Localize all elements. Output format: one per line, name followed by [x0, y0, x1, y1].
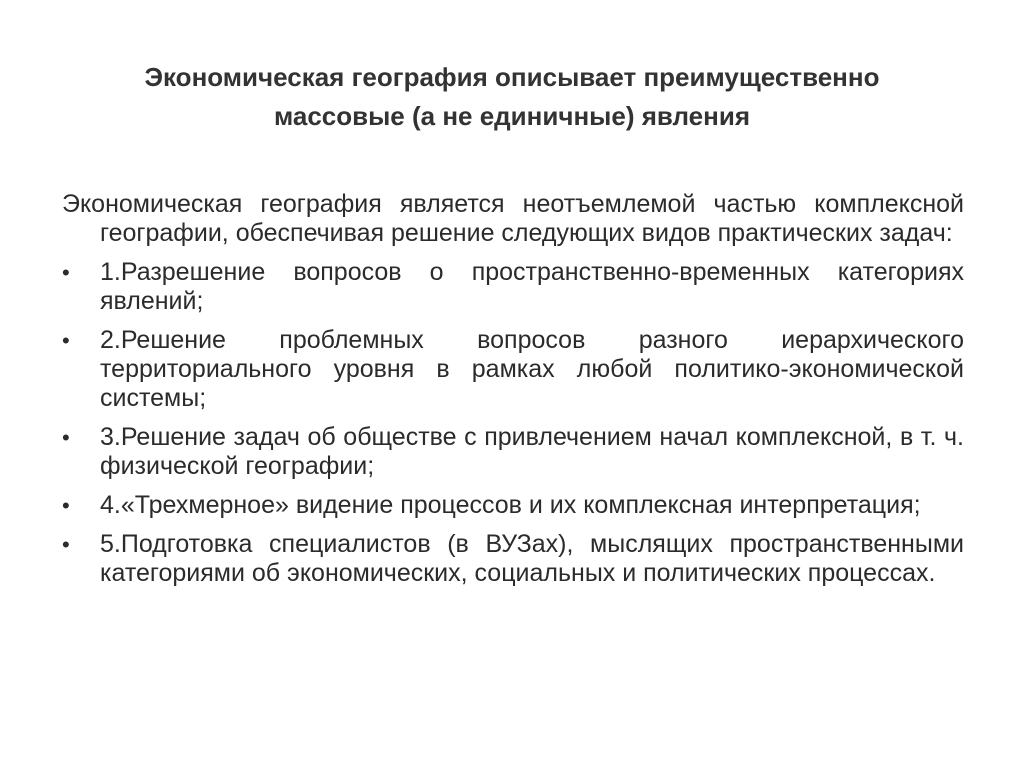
- list-item-text: 3.Решение задач об обществе с привлечением начал комплексной, в т. ч. физической географии;: [100, 423, 964, 480]
- title-line-2: массовые (а не единичные) явления: [273, 101, 751, 131]
- list-item-text: 4.«Трехмерное» видение процессов и их комплексная интерпретация;: [100, 491, 921, 519]
- intro-paragraph: Экономическая география является неотъемлемой частью комплексной географии, обеспечивая решение следующих видов практических задач:: [62, 190, 964, 247]
- bullet-icon: •: [62, 260, 70, 285]
- bullet-icon: •: [62, 425, 70, 450]
- slide-body: [62, 190, 964, 588]
- list-item: [62, 530, 964, 588]
- bullet-icon: •: [62, 532, 70, 557]
- list-item: [62, 491, 964, 520]
- title-line-1: Экономическая география описывает преимущественно: [144, 62, 880, 92]
- list-item-text: 2.Решение проблемных вопросов разного иерархического территориального уровня в рамках любой политико-экономической системы;: [100, 326, 964, 412]
- bullet-icon: •: [62, 328, 70, 353]
- list-item: [62, 326, 964, 413]
- list-item-text: 5.Подготовка специалистов (в ВУЗах), мыслящих пространственными категориями об экономических, социальных и политических процессах.: [100, 530, 964, 587]
- task-list: [62, 258, 964, 588]
- slide-title: [60, 58, 964, 136]
- list-item-text: 1.Разрешение вопросов о пространственно-временных категориях явлений;: [100, 258, 964, 315]
- bullet-icon: •: [62, 493, 70, 518]
- list-item: [62, 423, 964, 481]
- list-item: [62, 258, 964, 316]
